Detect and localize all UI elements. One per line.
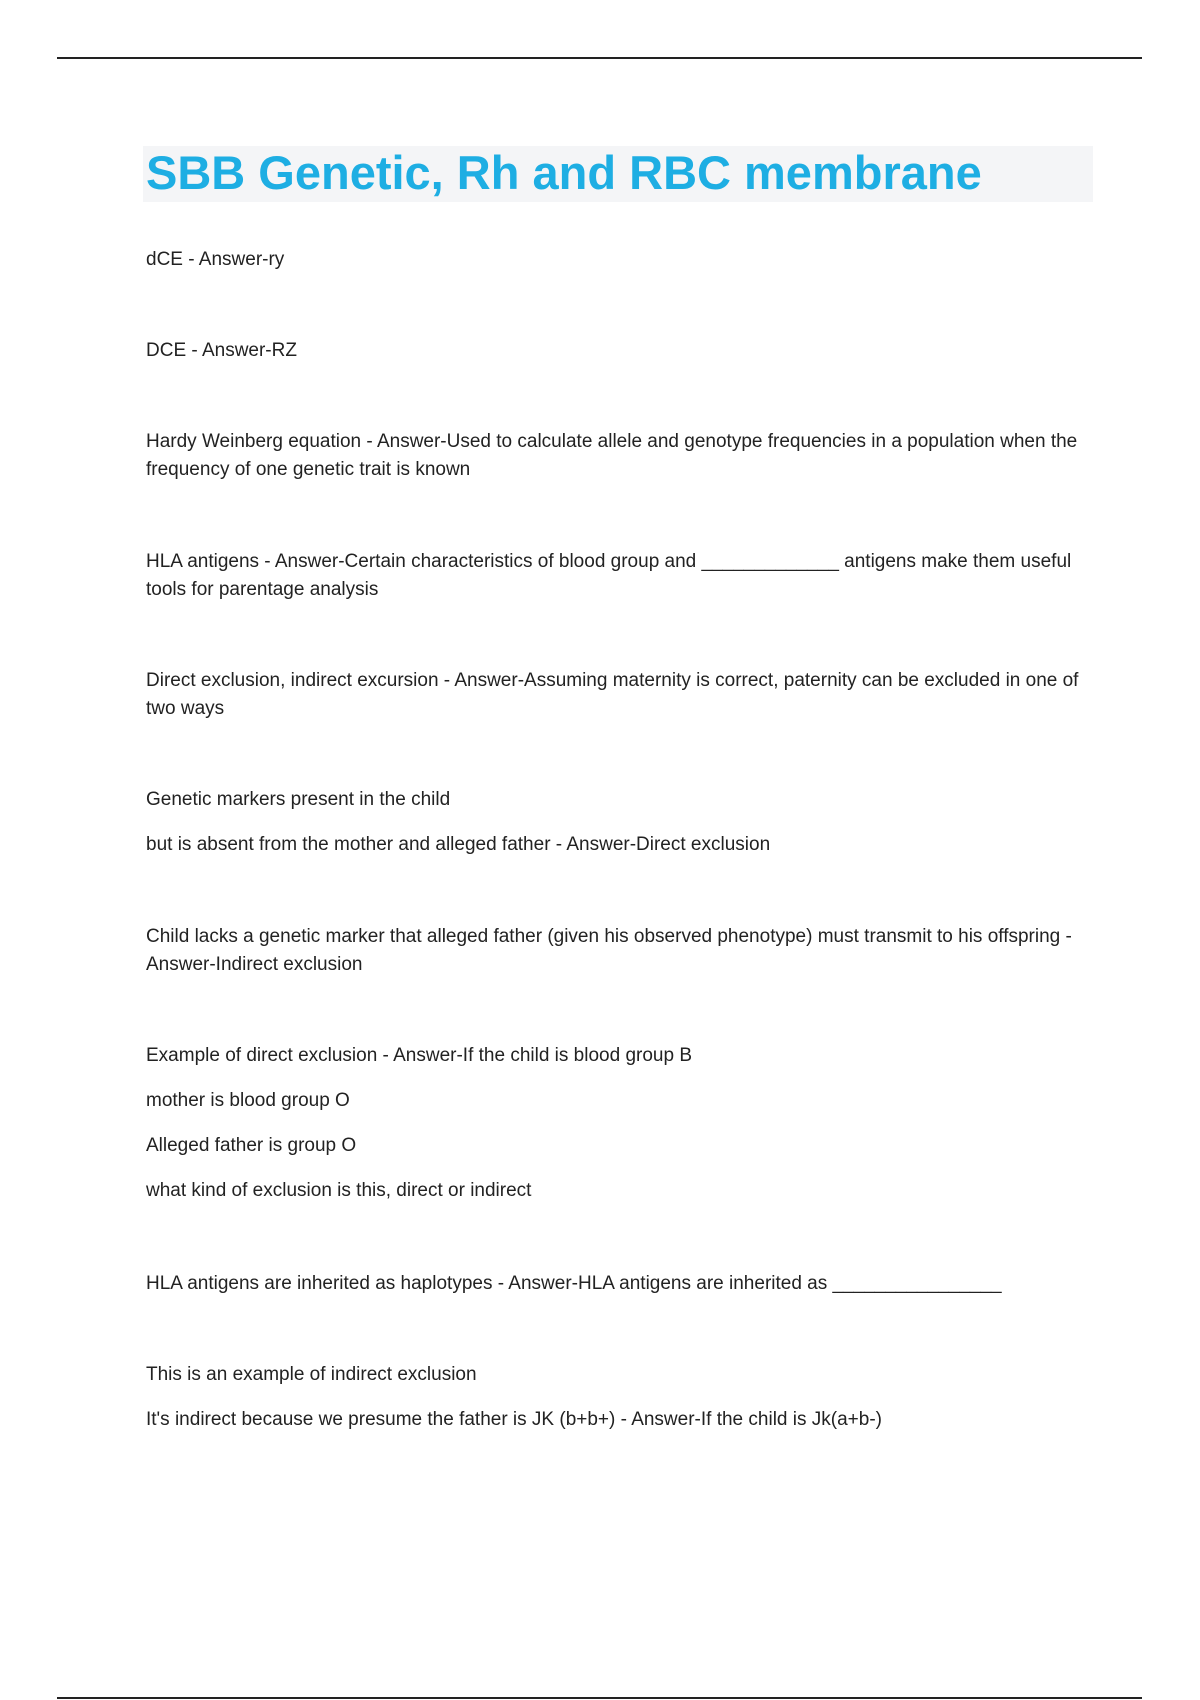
entry-line: Example of direct exclusion - Answer-If the child is blood group B — [146, 1045, 692, 1066]
entry-line: This is an example of indirect exclusion — [146, 1364, 477, 1385]
entry-line: It's indirect because we presume the father is JK (b+b+) - Answer-If the child is Jk(a+b-) — [146, 1409, 882, 1430]
entry-line: what kind of exclusion is this, direct or indirect — [146, 1180, 532, 1201]
qa-entry-dce-upper — [146, 337, 1091, 365]
header-rule — [57, 57, 1142, 59]
entry-line: HLA antigens are inherited as haplotypes - Answer-HLA antigens are inherited as ________________ — [146, 1273, 1002, 1294]
entry-line: DCE - Answer-RZ — [146, 340, 297, 361]
entry-line: mother is blood group O — [146, 1090, 350, 1111]
qa-entry-direct-indirect-exclusion — [146, 667, 1091, 723]
entry-line: Child lacks a genetic marker that alleged father (given his observed phenotype) must transmit to his offspring - Answer-Indirect exclusion — [146, 926, 1072, 975]
entry-line: but is absent from the mother and alleged father - Answer-Direct exclusion — [146, 834, 771, 855]
qa-entry-haplotypes — [146, 1270, 1091, 1298]
qa-entry-hardy-weinberg — [146, 428, 1091, 484]
footer-rule — [57, 1697, 1142, 1699]
document-title: SBB Genetic, Rh and RBC membrane — [146, 146, 982, 199]
entry-line: Genetic markers present in the child — [146, 789, 451, 810]
entry-line: HLA antigens - Answer-Certain characteristics of blood group and _____________ antigens make them useful tools for parentage analysis — [146, 551, 1072, 600]
qa-entry-genetic-markers — [146, 786, 1091, 859]
entry-line: Alleged father is group O — [146, 1135, 357, 1156]
qa-entry-child-lacks-marker — [146, 923, 1091, 979]
entry-line: Direct exclusion, indirect excursion - Answer-Assuming maternity is correct, paternity can be excluded in one of two ways — [146, 670, 1079, 719]
qa-entry-hla-antigens — [146, 548, 1091, 604]
qa-entry-dce — [146, 246, 1091, 274]
entry-line: dCE - Answer-ry — [146, 249, 285, 270]
qa-entry-indirect-exclusion-example — [146, 1361, 1091, 1434]
entry-line: Hardy Weinberg equation - Answer-Used to calculate allele and genotype frequencies in a population when the frequency of one genetic trait is known — [146, 431, 1078, 480]
qa-entry-example-direct-exclusion — [146, 1042, 1091, 1205]
